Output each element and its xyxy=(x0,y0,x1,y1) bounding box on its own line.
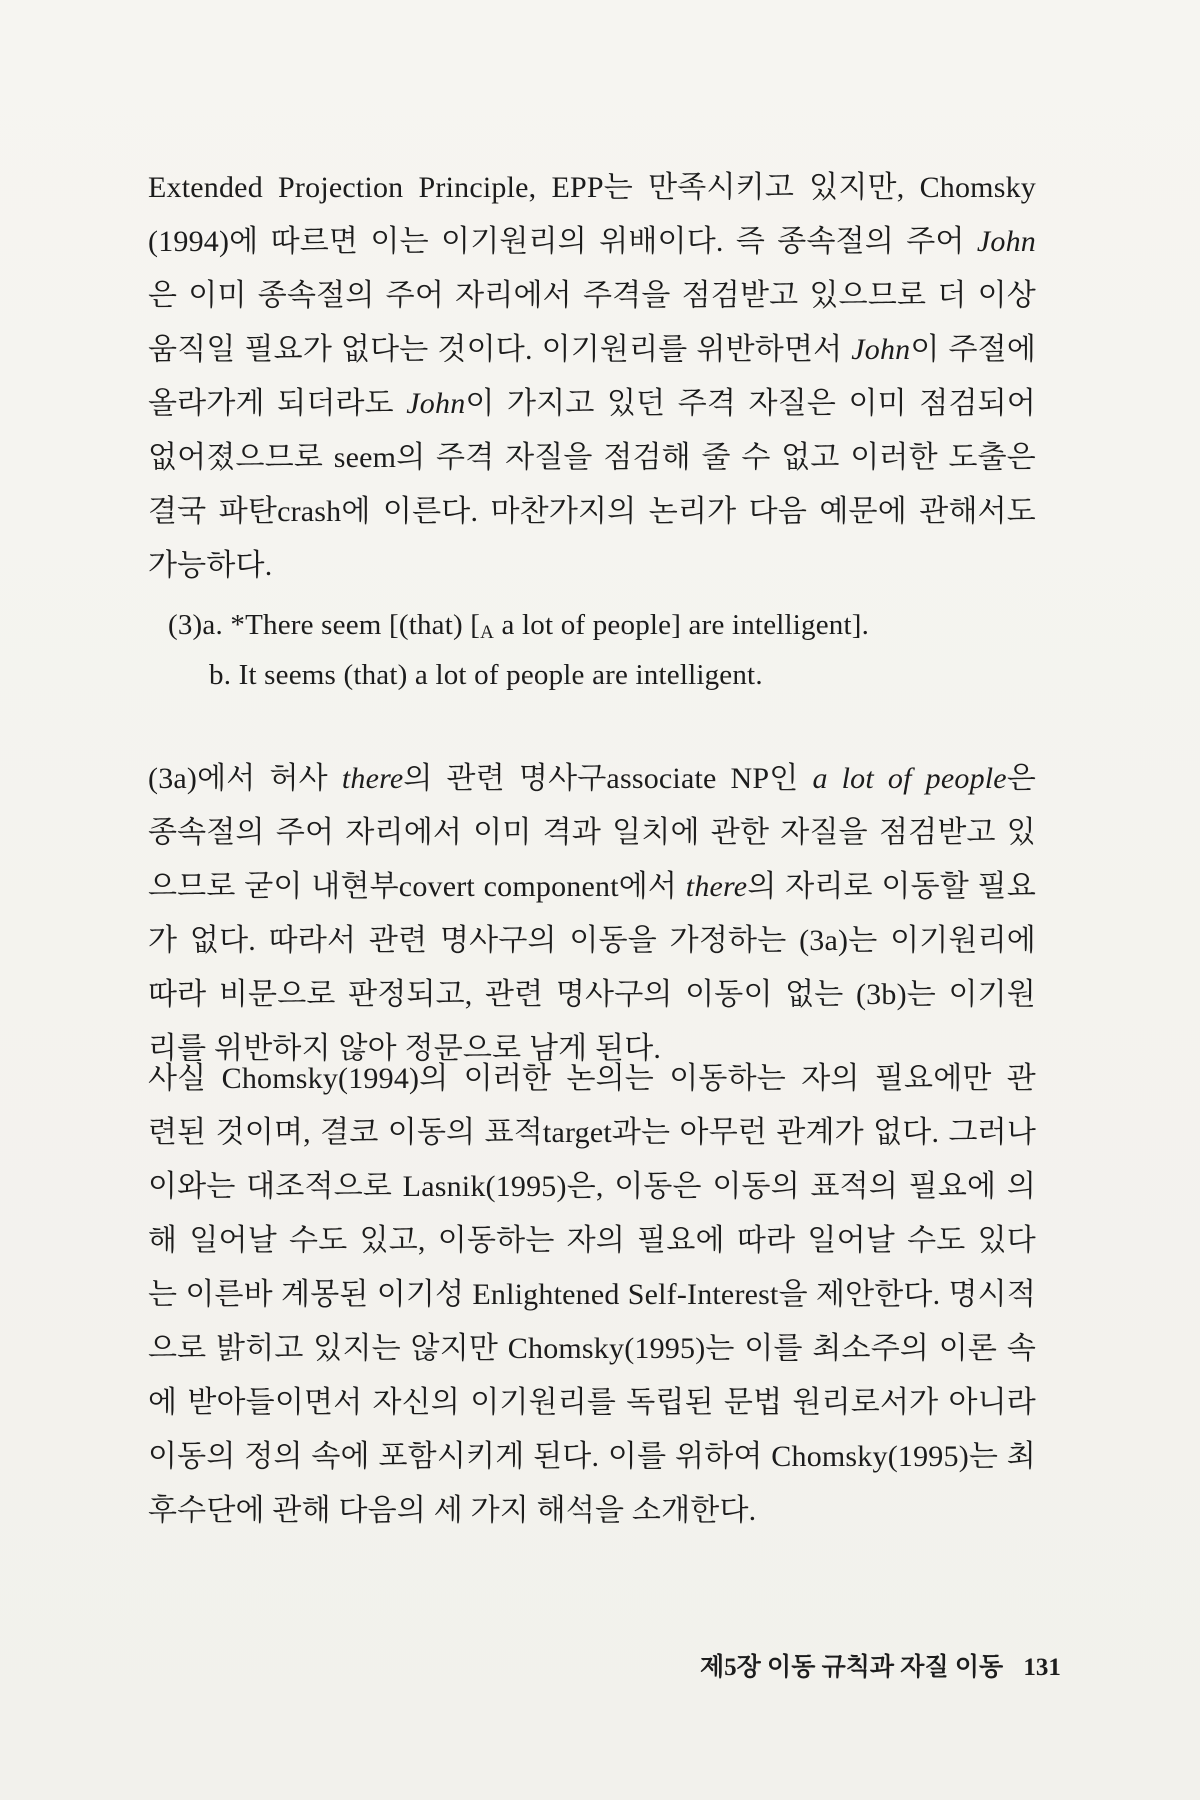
example-3b: b. It seems (that) a lot of people are intelligent. xyxy=(209,659,763,691)
text-line: 해 일어날 수도 있고, 이동하는 자의 필요에 따라 일어날 수도 있다 xyxy=(148,1224,1036,1257)
paragraph-enlightened-self-interest xyxy=(148,1052,1036,1538)
paragraph-epp-discussion xyxy=(148,161,1036,593)
text-line: 후수단에 관해 다음의 세 가지 해석을 소개한다. xyxy=(148,1494,757,1527)
example-3 xyxy=(168,600,1048,700)
text-line: 련된 것이며, 결코 이동의 표적target과는 아무런 관계가 없다. 그러나 xyxy=(148,1116,1036,1149)
text-line: 이와는 대조적으로 Lasnik(1995)은, 이동은 이동의 표적의 필요에 의 xyxy=(148,1170,1036,1203)
text-line: 종속절의 주어 자리에서 이미 격과 일치에 관한 자질을 점검받고 있 xyxy=(148,816,1036,849)
example-3a-subscript: A xyxy=(480,622,495,643)
text-line: 사실 Chomsky(1994)의 이러한 논의는 이동하는 자의 필요에만 관 xyxy=(148,1062,1036,1095)
text-line: 가 없다. 따라서 관련 명사구의 이동을 가정하는 (3a)는 이기원리에 xyxy=(148,924,1036,957)
text-line: Extended Projection Principle, EPP는 만족시키고 있지만, Chomsky xyxy=(148,171,1036,204)
text-line: 이동의 정의 속에 포함시키게 된다. 이를 위하여 Chomsky(1995)는 최 xyxy=(148,1440,1036,1473)
text-line: 따라 비문으로 판정되고, 관련 명사구의 이동이 없는 (3b)는 이기원 xyxy=(148,978,1036,1011)
text-line: 리를 위반하지 않아 정문으로 남게 된다. xyxy=(148,1032,662,1065)
text-line: (3a)에서 허사 there의 관련 명사구associate NP인 a lot of people은 xyxy=(148,762,1037,795)
text-line: 으로 밝히고 있지는 않지만 Chomsky(1995)는 이를 최소주의 이론 속 xyxy=(148,1332,1036,1365)
text-line: 으므로 굳이 내현부covert component에서 there의 자리로 이동할 필요 xyxy=(148,870,1036,903)
text-line: 에 받아들이면서 자신의 이기원리를 독립된 문법 원리로서가 아니라 xyxy=(148,1386,1036,1419)
paragraph-3a-analysis xyxy=(148,752,1036,1076)
example-3a-suffix: a lot of people] are intelligent]. xyxy=(494,609,870,641)
text-line: 움직일 필요가 없다는 것이다. 이기원리를 위반하면서 John이 주절에 xyxy=(148,333,1037,366)
page-number: 131 xyxy=(1023,1654,1061,1681)
text-line: 가능하다. xyxy=(148,549,273,582)
example-3a-prefix: (3)a. *There seem [(that) [ xyxy=(168,609,481,641)
text-line: 올라가게 되더라도 John이 가지고 있던 주격 자질은 이미 점검되어 xyxy=(148,387,1036,420)
running-head: 제5장 이동 규칙과 자질 이동 xyxy=(700,1654,1004,1681)
text-line: 없어졌으므로 seem의 주격 자질을 점검해 줄 수 없고 이러한 도출은 xyxy=(148,441,1036,474)
example-3a xyxy=(168,600,1048,650)
text-line: (1994)에 따르면 이는 이기원리의 위배이다. 즉 종속절의 주어 John xyxy=(148,225,1036,258)
page-footer xyxy=(700,1648,1061,1688)
text-line: 는 이른바 계몽된 이기성 Enlightened Self-Interest을 제안한다. 명시적 xyxy=(148,1278,1036,1311)
text-line: 은 이미 종속절의 주어 자리에서 주격을 점검받고 있으므로 더 이상 xyxy=(148,279,1036,312)
text-line: 결국 파탄crash에 이른다. 마찬가지의 논리가 다음 예문에 관해서도 xyxy=(148,495,1036,528)
